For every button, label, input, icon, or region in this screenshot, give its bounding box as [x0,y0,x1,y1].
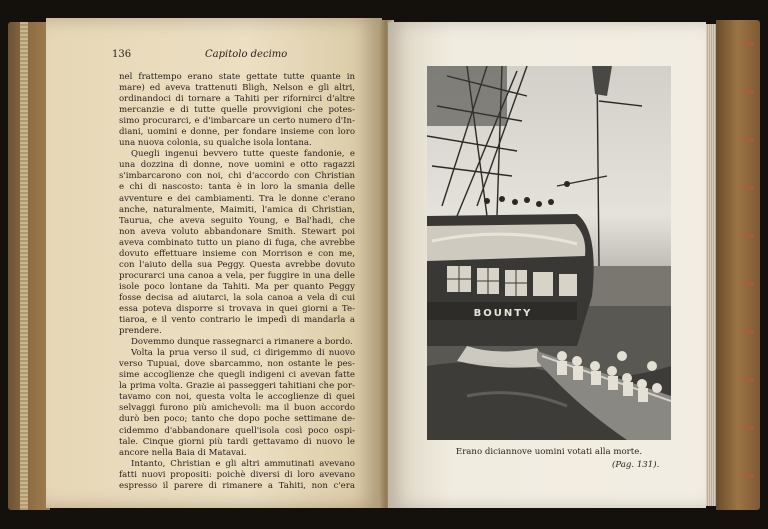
text-line: verso Tupuai, dove sbarcammo, non ostante le pes- [119,359,355,370]
photo-caption: Erano diciannove uomini votati alla morte. [455,447,643,457]
text-line: Volta la prua verso il sud, ci dirigemmo di nuovo [131,348,355,359]
text-line: s'imbarcarono con noi, chi d'accordo con Christian [119,171,355,182]
text-line: tavamo con noi, questa volta le accoglienze di quei [119,392,355,403]
text-line: cidemmo d'abbandonare quell'isola così poco ospi- [119,425,355,436]
text-line: dovuto effettuare insieme con Morrison e con me, [119,248,355,259]
page-number: 136 [112,49,132,60]
text-line: essa poteva disporre si trovava in quei giorni a Te- [119,303,355,314]
body-text [119,72,355,492]
text-line: avventure e dei cambiamenti. Tra le donne c'erano [119,193,355,204]
text-line: diani, uomini e donne, per fondare insieme con loro [119,127,355,138]
page-reference: (Pag. 131). [612,460,660,470]
text-line: isole poco lontane da Tahiti. Ma per quanto Peggy [119,281,355,292]
text-line: Intanto, Christian e gli altri ammutinati avevano [131,458,355,469]
text-line: e chi di nascosto: tanta è in loro la smania delle [119,182,355,193]
text-line: nel frattempo erano state gettate tutte quante in [119,72,355,82]
text-line: tale. Cinque giorni più tardi gettavamo di nuovo le [119,436,355,447]
bounty-photo [427,66,671,440]
ship-illustration [427,66,671,440]
text-line: con l'aiuto della sua Peggy. Questa avrebbe dovuto [119,259,355,270]
left-page-edges [20,22,28,510]
text-line: durò ben poco; tanto che dopo poche settimane de- [119,414,355,425]
text-line: simo procurarci, e d'imbarcare un certo numero d'In- [119,116,355,127]
text-line: tiaroa, e il vento contrario le impedì di mandarla a [119,315,355,326]
text-line: anche, naturalmente, Maimiti, l'amica di Christian, [119,204,355,215]
text-line: fosse decisa ad aiutarci, la sola canoa a vela di cui [119,292,355,303]
text-line: una nuova colonia, su qualche isola lontana. [119,138,312,149]
text-line: ordinandoci di tornare a Tahiti per rifornirci d'altre [119,94,355,105]
text-line: sime accoglienze che quegli indigeni ci avevan fatte [119,370,355,381]
cover-marks [744,20,754,510]
text-line: ancore nella Baia di Matavai. [119,447,247,458]
text-line: mercanzie e di tutte quelle provvigioni che potes- [119,105,355,116]
text-line: la prima volta. Grazie ai passeggeri tahitiani che por- [119,381,355,392]
ship-name-text: BOUNTY [473,308,533,319]
text-line: non aveva voluto abbandonare Smith. Stewart poi [119,226,355,237]
text-line: Dovemmo dunque rassegnarci a rimanere a bordo. [131,337,353,348]
running-head: Capitolo decimo [205,49,288,60]
text-line: mare) ed aveva trattenuti Bligh, Nelson e gli altri, [119,83,355,94]
text-line: una dozzina di donne, nove uomini e otto ragazzi [119,160,355,171]
text-line: Taurua, che aveva seguito Young, e Bal'hadi, che [119,215,355,226]
text-line: aveva combinato tutto un piano di fuga, che avrebbe [119,237,355,248]
text-line: procurarci una canoa a vela, per fuggire in una delle [119,270,355,281]
text-line: espresso il parere di rimanere a Tahiti, non c'era [119,480,355,491]
text-line: selvaggi furono più amichevoli: ma il buon accordo [119,403,355,414]
text-line: prendere. [119,326,162,337]
text-line: fatti nuovi propositi: poichè diversi di loro avevano [119,469,355,480]
text-line: Quegli ingenui bevvero tutte queste fandonie, e [131,149,355,160]
left-cover [8,22,50,510]
right-cover [716,20,760,510]
